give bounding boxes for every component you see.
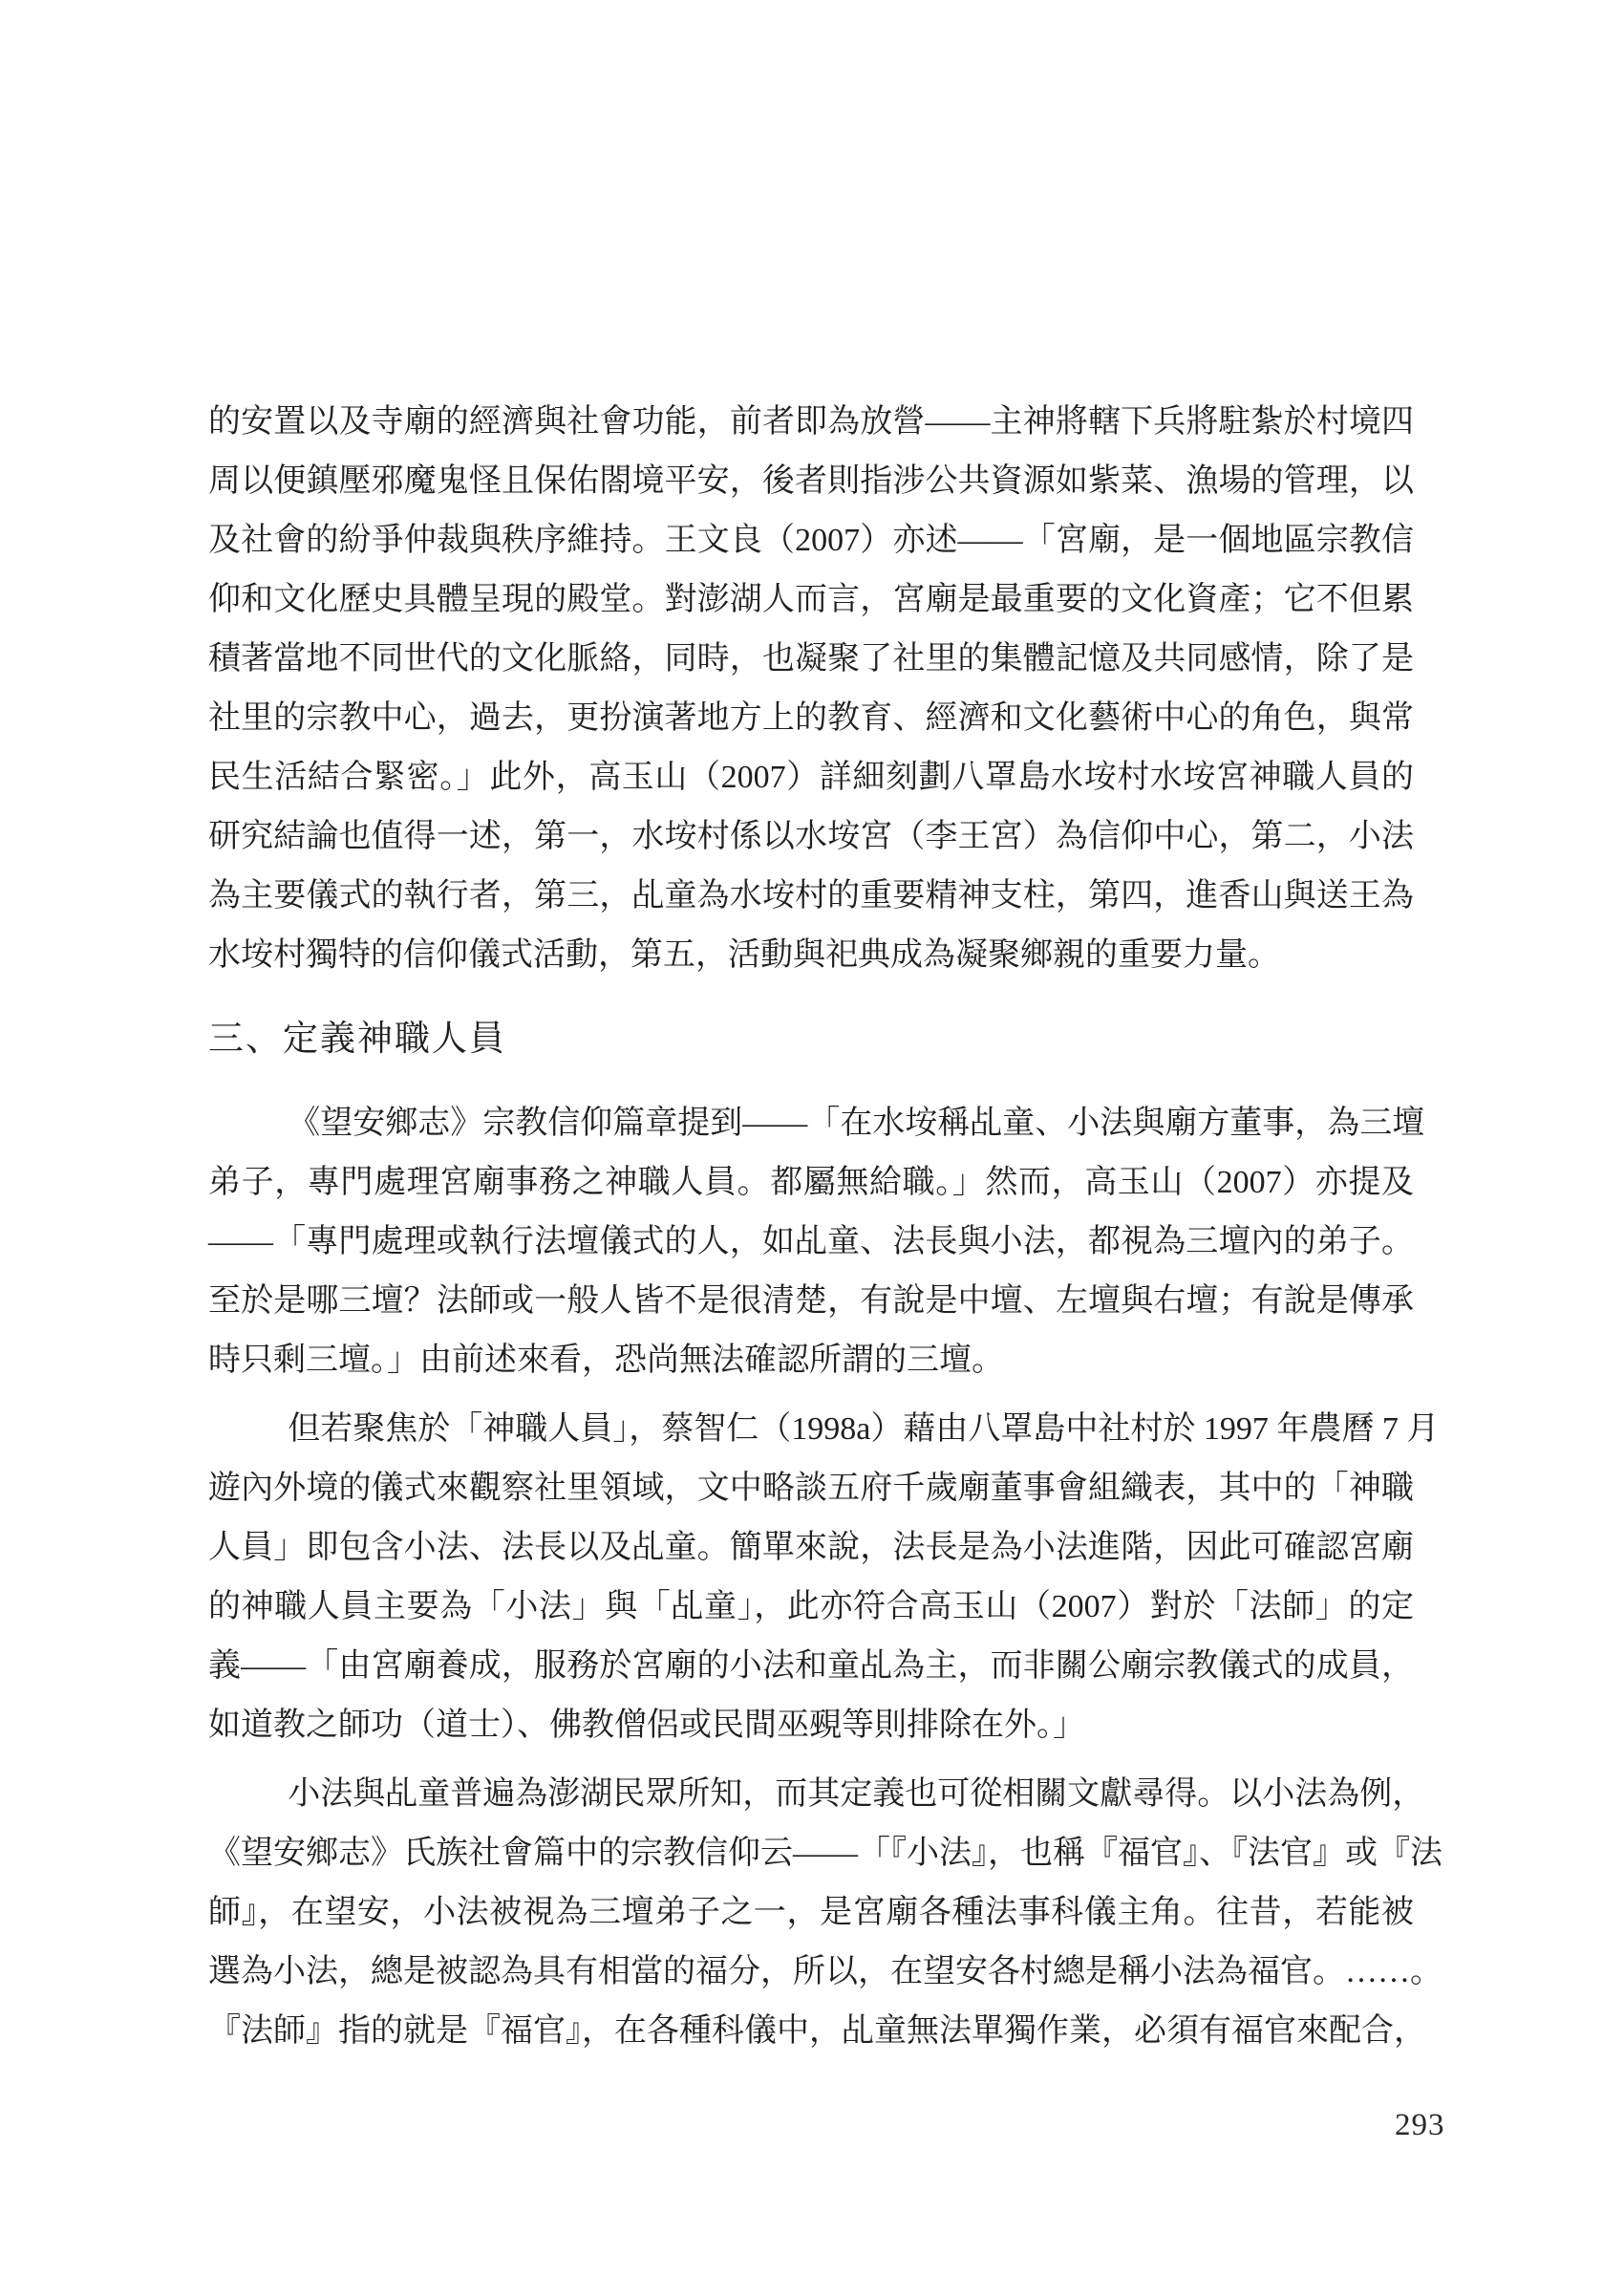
paragraph [208,1400,1440,1755]
text-line: 弟子，專門處理宮廟事務之神職人員。都屬無給職。」然而，高玉山（2007）亦提及 [208,1165,1414,1200]
text-line: 人員」即包含小法、法長以及乩童。簡單來說，法長是為小法進階，因此可確認宮廟 [208,1530,1414,1565]
text-line: 《望安鄉志》氏族社會篇中的宗教信仰云——「『小法』，也稱『福官』、『法官』或『法 [208,1836,1442,1871]
text-line: 為主要儀式的執行者，第三，乩童為水垵村的重要精神支柱，第四，進香山與送王為 [208,878,1414,913]
paragraph [208,393,1414,985]
text-line: 的安置以及寺廟的經濟與社會功能，前者即為放營——主神將轄下兵將駐紮於村境四 [208,404,1414,440]
page-number: 293 [1395,2108,1445,2142]
text-line: 至於是哪三壇？法師或一般人皆不是很清楚，有說是中壇、左壇與右壇；有說是傳承 [208,1283,1414,1319]
text-line: 積著當地不同世代的文化脈絡，同時，也凝聚了社里的集體記憶及共同感情，除了是 [208,641,1414,677]
paragraph [208,1094,1425,1390]
text-line: 周以便鎮壓邪魔鬼怪且保佑閤境平安，後者則指涉公共資源如紫菜、漁場的管理，以 [208,463,1414,499]
page-body [208,393,1442,2061]
text-line: 仰和文化歷史具體呈現的殿堂。對澎湖人而言，宮廟是最重要的文化資產；它不但累 [208,582,1414,617]
text-line: 但若聚焦於「神職人員」，蔡智仁（1998a）藉由八罩島中社村於 1997 年農曆 7 月 [288,1411,1440,1447]
text-line: 水垵村獨特的信仰儀式活動，第五，活動與祀典成為凝聚鄉親的重要力量。 [208,937,1280,973]
text-line: 遊內外境的儀式來觀察社里領域，文中略談五府千歲廟董事會組織表，其中的「神職 [208,1471,1414,1506]
paragraph [208,1765,1442,2061]
text-line: 《望安鄉志》宗教信仰篇章提到——「在水垵稱乩童、小法與廟方董事，為三壇 [288,1106,1425,1141]
text-line: ——「專門處理或執行法壇儀式的人，如乩童、法長與小法，都視為三壇內的弟子。 [208,1224,1414,1259]
text-line: 的神職人員主要為「小法」與「乩童」，此亦符合高玉山（2007）對於「法師」的定 [208,1589,1414,1624]
text-line: 『法師』指的就是『福官』，在各種科儀中，乩童無法單獨作業，必須有福官來配合， [208,2013,1426,2049]
text-line: 民生活結合緊密。」此外，高玉山（2007）詳細刻劃八罩島水垵村水垵宮神職人員的 [208,760,1414,795]
text-line: 選為小法，總是被認為具有相當的福分，所以，在望安各村總是稱小法為福官。……。 [208,1954,1442,1989]
text-line: 時只剩三壇。」由前述來看，恐尚無法確認所謂的三壇。 [208,1343,1004,1378]
text-line: 師』，在望安，小法被視為三壇弟子之一，是宮廟各種法事科儀主角。往昔，若能被 [208,1895,1414,1930]
text-line: 義——「由宮廟養成，服務於宮廟的小法和童乩為主，而非關公廟宗教儀式的成員， [208,1648,1414,1684]
text-line: 小法與乩童普遍為澎湖民眾所知，而其定義也可從相關文獻尋得。以小法為例， [288,1776,1425,1812]
text-line: 及社會的紛爭仲裁與秩序維持。王文良（2007）亦述——「宮廟，是一個地區宗教信 [208,523,1414,558]
text-line: 研究結論也值得一述，第一，水垵村係以水垵宮（李王宮）為信仰中心，第二，小法 [208,819,1414,854]
section-heading: 三、定義神職人員 [208,1020,506,1059]
text-line: 如道教之師功（道士）、佛教僧侶或民間巫覡等則排除在外。」 [208,1708,1085,1743]
text-line: 社里的宗教中心，過去，更扮演著地方上的教育、經濟和文化藝術中心的角色，與常 [208,700,1414,736]
